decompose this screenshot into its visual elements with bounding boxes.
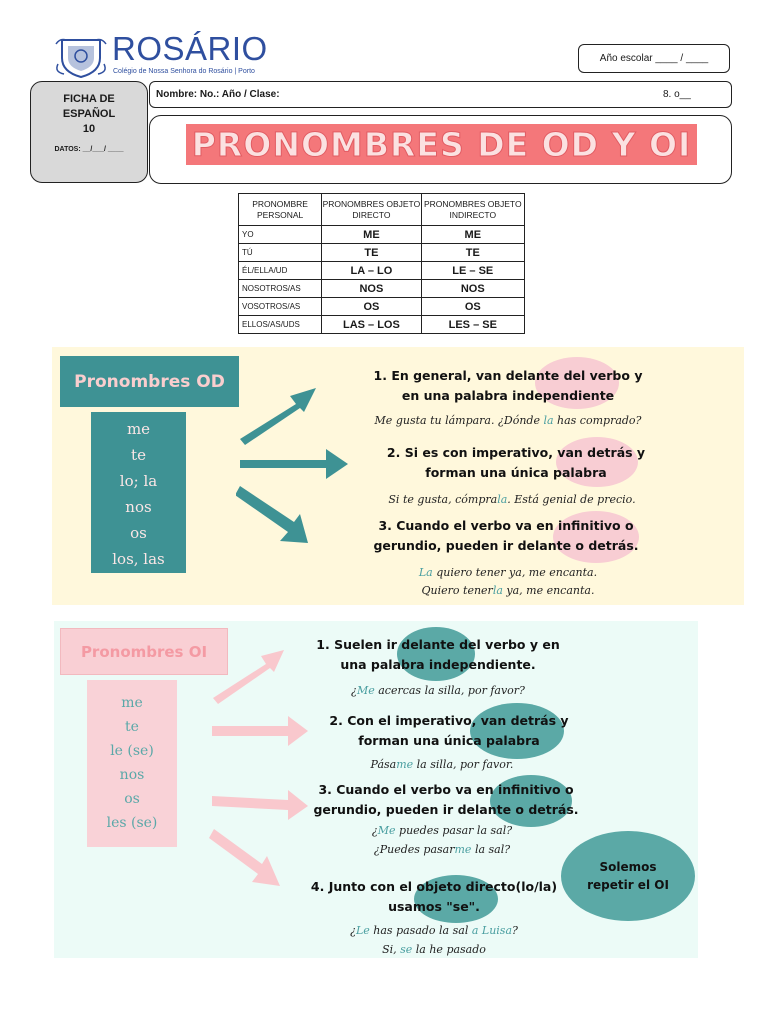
table-cell: NOS <box>322 280 421 298</box>
table-cell: LE – SE <box>421 262 524 280</box>
school-logo-name: ROSÁRIO <box>112 30 268 67</box>
example-text: ¿Puedes pasar <box>373 843 455 856</box>
table-cell: OS <box>322 298 421 316</box>
example-text: ¿ <box>351 684 357 697</box>
table-row <box>239 262 525 280</box>
page-title: PRONOMBRES DE OD Y OI <box>191 125 692 164</box>
example-text: ¿ <box>350 924 356 937</box>
example-text: Si te gusta, cómpra <box>388 493 498 506</box>
school-logo-subtitle: Colégio de Nossa Senhora do Rosário | Porto <box>113 68 255 75</box>
od-rule-1: 1. En general, van delante del verbo y en una palabra independiente <box>373 368 643 403</box>
oi-rule-2: 2. Con el imperativo, van detrás y forman una única palabra <box>329 713 569 748</box>
table-cell: TE <box>421 244 524 262</box>
school-year-label: Año escolar ____ / ____ <box>599 53 709 64</box>
od-example-3b <box>366 582 650 600</box>
table-cell: ELLOS/AS/UDS <box>239 316 322 334</box>
example-text: ¿ <box>371 824 378 837</box>
oi-arrows-icon <box>208 648 312 888</box>
example-text: puedes pasar la sal? <box>395 824 513 837</box>
student-info-field <box>149 81 732 108</box>
od-pronoun-list <box>91 412 186 573</box>
list-item: os <box>124 791 140 807</box>
table-row <box>239 298 525 316</box>
example-text: Si, <box>382 943 401 956</box>
example-highlight: me <box>396 758 414 771</box>
table-cell: NOS <box>421 280 524 298</box>
oi-note-bubble <box>561 831 695 921</box>
example-highlight: la <box>543 414 554 427</box>
example-highlight: la <box>492 584 503 597</box>
table-cell: TE <box>322 244 421 262</box>
example-text: la silla, por favor. <box>413 758 514 771</box>
table-row <box>239 226 525 244</box>
example-text: . Está genial de precio. <box>507 493 636 506</box>
table-cell: LAS – LOS <box>322 316 421 334</box>
table-cell: OS <box>421 298 524 316</box>
student-name-label: Nombre: No.: Año / Clase: <box>156 89 280 100</box>
oi-rule-4: 4. Junto con el objeto directo(lo/la) usamos "se". <box>310 879 558 914</box>
table-cell: LES – SE <box>421 316 524 334</box>
grade-label: 8. o__ <box>663 89 691 100</box>
table-cell: VOSOTROS/AS <box>239 298 322 316</box>
oi-example-3b <box>306 841 578 859</box>
example-highlight: Me <box>377 824 396 837</box>
table-row <box>239 316 525 334</box>
table-header-row <box>239 194 525 226</box>
example-highlight: me <box>454 843 472 856</box>
example-text: ? <box>512 924 518 937</box>
title-banner <box>186 124 697 165</box>
table-row <box>239 244 525 262</box>
example-highlight: se <box>400 943 413 956</box>
list-item: les (se) <box>106 815 158 831</box>
od-rule-2: 2. Si es con imperativo, van detrás y forman una única palabra <box>386 445 646 480</box>
list-item: nos <box>119 767 145 783</box>
list-item: te <box>131 446 146 464</box>
example-text: ya, me encanta. <box>502 584 595 597</box>
oi-section-title: Pronombres OI <box>60 628 228 675</box>
od-arrows-icon <box>236 383 356 553</box>
table-cell: ME <box>421 226 524 244</box>
list-item: los, las <box>112 550 165 568</box>
example-text: Me gusta tu lámpara. ¿Dónde <box>374 414 544 427</box>
worksheet-date: DATOS: __/___/ ____ <box>54 146 124 153</box>
table-cell: YO <box>239 226 322 244</box>
example-highlight: a Luisa <box>471 924 513 937</box>
example-highlight: la <box>497 493 508 506</box>
table-cell: ÉL/ELLA/UD <box>239 262 322 280</box>
oi-pronoun-list <box>87 680 177 847</box>
oi-example-2 <box>306 756 578 774</box>
school-year-field <box>578 44 730 73</box>
table-cell: LA – LO <box>322 262 421 280</box>
oi-example-4b <box>300 941 568 959</box>
example-text: Pása <box>370 758 397 771</box>
example-text: quiero tener ya, me encanta. <box>432 566 598 579</box>
example-highlight: Me <box>356 684 375 697</box>
table-cell: ME <box>322 226 421 244</box>
od-rule-3: 3. Cuando el verbo va en infinitivo o gerundio, pueden ir delante o detrás. <box>373 518 639 553</box>
table-cell: NOSOTROS/AS <box>239 280 322 298</box>
example-text: Quiero tener <box>421 584 493 597</box>
oi-example-4a <box>300 922 568 940</box>
oi-note-text: Solemos repetir el OI <box>587 860 669 892</box>
table-header: PRONOMBRES OBJETO DIRECTO <box>322 194 421 226</box>
list-item: me <box>121 695 143 711</box>
od-example-2 <box>376 491 648 509</box>
list-item: me <box>126 420 151 438</box>
example-text: has comprado? <box>553 414 642 427</box>
table-header: PRONOMBRE PERSONAL <box>239 194 322 226</box>
worksheet-title: FICHA DE ESPAÑOL 10 <box>62 93 116 135</box>
table-header: PRONOMBRES OBJETO INDIRECTO <box>421 194 524 226</box>
example-text: la sal? <box>471 843 511 856</box>
title-box <box>149 115 732 184</box>
od-section-title: Pronombres OD <box>60 356 239 407</box>
list-item: os <box>130 524 147 542</box>
example-text: has pasado la sal <box>369 924 472 937</box>
school-crest-icon <box>54 34 108 78</box>
od-example-3a <box>366 564 650 582</box>
table-row <box>239 280 525 298</box>
example-text: la he pasado <box>412 943 486 956</box>
table-cell: TÚ <box>239 244 322 262</box>
example-highlight: Le <box>355 924 370 937</box>
example-text: acercas la silla, por favor? <box>374 684 525 697</box>
od-example-1 <box>366 412 650 430</box>
list-item: nos <box>125 498 152 516</box>
oi-rule-1: 1. Suelen ir delante del verbo y en una palabra independiente. <box>316 637 560 672</box>
oi-example-1 <box>302 682 574 700</box>
worksheet-info-box <box>30 81 148 183</box>
list-item: te <box>125 719 139 735</box>
list-item: le (se) <box>110 743 154 759</box>
pronoun-table <box>238 193 525 334</box>
example-highlight: La <box>418 566 433 579</box>
list-item: lo; la <box>119 472 158 490</box>
oi-example-3a <box>306 822 578 840</box>
oi-rule-3: 3. Cuando el verbo va en infinitivo o gerundio, pueden ir delante o detrás. <box>313 782 579 817</box>
